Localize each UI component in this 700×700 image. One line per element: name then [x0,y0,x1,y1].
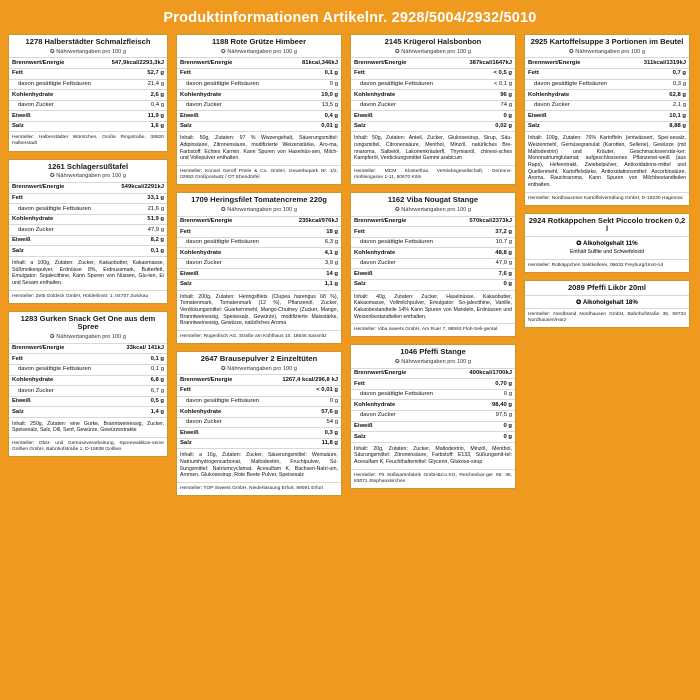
table-row: Kohlenhydrate 2,6 g [9,90,167,101]
ingredients-text: Inhalt: 100g, Zutaten: 76% Kartoffeln (entwässert, Spei-sesalz, Weizenmehl, Gemüsegranulat (Karotten, Sellerie), Gewürze (mit Maltodextrin) und Kräuter, Geschmacksverstär-ker: Mononatriumglutamat; aufgeschlossenes Pflanzenei-weiß (aus Raps), Hefeextrakt, Zwiebelpulver, Antioxidations-mittel und Quellenmehl, Kartoffelstärke, Antioxidationsmittel: Ascorbinsäure, Aroma, Rauchraroma, Kann Spuren von Milchbestandteilen enthalten. [525,131,689,191]
nutrition-table [351,368,515,442]
card-rotkaeppchen-sekt [524,213,690,273]
producer-text: Hersteller: Nordbrand Nordhausen GmbH, Bahnhofstraße 35, 99734 Nordhausen/Harz [525,308,689,327]
card-kartoffelsuppe [524,34,690,206]
nutrition-table [9,182,167,256]
card-title: 2925 Kartoffelsuppe 3 Portionen im Beutel [530,37,684,46]
table-row: davon gesättigte Fettsäuren 21,6 g [9,204,167,215]
table-row: Salz 0,02 g [351,121,515,131]
table-row: Fett 52,7 g [9,68,167,79]
table-row: Fett 0,1 g [9,354,167,365]
card-subtitle: ✪ Nährwertangaben pro 100 g [50,48,126,55]
table-row: Eiweiß 8,2 g [9,235,167,246]
table-row: Salz 1,4 g [9,407,167,417]
table-row: Fett 0,7 g [525,68,689,79]
card-columns [8,34,692,496]
table-row: davon Zucker 13,5 g [177,100,341,111]
table-row: davon gesättigte Fettsäuren 0,1 g [9,364,167,375]
table-row: Kohlenhydrate 96 g [351,90,515,101]
producer-text: Hersteller: Konsel Gerolf Pönle & Co. GmbH, Gewerbepark Nr. 1/2, 02692 Großpostwitz / OT Ebendörfel [177,165,341,184]
producer-text: Hersteller: Halberstädter Würstchen, Große Ringstraße, 38820 Halberstadt [9,131,167,150]
table-row: Kohlenhydrate 98,40 g [351,400,515,411]
table-row: Salz 0 g [351,280,515,290]
table-row: Kohlenhydrate 19,0 g [177,90,341,101]
table-row: davon Zucker 54 g [177,417,341,428]
table-row: davon gesättigte Fettsäuren 10,7 g [351,237,515,248]
table-row: Brennwert/Energie 81kcal,346kJ [177,58,341,69]
card-title: 2145 Krügerol Halsbonbon [384,37,482,46]
card-subtitle: ✪ Nährwertangaben pro 100 g [221,206,297,213]
card-halberstaedter-schmalzfleisch [8,34,168,152]
table-row: Brennwert/Energie 547,9kcal/2293,3kJ [9,58,167,69]
table-row: Kohlenhydrate 6,8 g [9,375,167,386]
table-row: davon gesättigte Fettsäuren 0 g [177,396,341,407]
table-row: Fett 37,2 g [351,227,515,238]
card-subtitle: ✪ Nährwertangaben pro 100 g [50,173,126,180]
table-row: Kohlenhydrate 62,8 g [525,90,689,101]
table-row: Salz 8,88 g [525,121,689,131]
producer-text: Hersteller: Rotkäppchen Sektkellerei, 06632 Freyburg/Unst-rut [525,259,689,272]
allergen-note: Enthält Sulfite und Schwefeloxid [569,249,645,256]
nutrition-table [9,343,167,417]
card-title: 1283 Gurken Snack Get One aus dem Spree [20,313,156,332]
table-row: Salz 0,01 g [177,121,341,131]
table-row: Salz 11,8 g [177,438,341,448]
card-pfeffi-stange [350,344,516,489]
card-rote-gruetze-himbeer [176,34,342,185]
nutrition-table [177,374,341,448]
card-title: 2924 Rotkäppchen Sekt Piccolo trocken 0,2 l [528,215,686,234]
card-kruegerol-halsbonbon [350,34,516,185]
ingredients-text: Inhalt: 50g, Zutaten: Anteil, Zucker, Glukosesirup, Sirup, Säu-rungsmittel, Citronensäure, Menthol, Minzöl, natürliches Bre-nnaroma, Salbeiöl, Lakonenkräuterfl, Thymianöl, chinesi-sches Kampferöl, Verdickungsmittel Gummi arabicum [351,131,515,165]
table-row: Eiweiß 0 g [351,111,515,122]
table-row: Fett < 0,5 g [351,68,515,79]
card-title: 1162 Viba Nougat Stange [387,195,479,205]
table-row: Eiweiß 10,1 g [525,111,689,122]
card-title: 2647 Brausepulver 2 Einzeltüten [200,354,318,363]
producer-text: Hersteller: Pit Süßwarenfabrik GmbH&Co.KG, Reichenbar-ger Str. 36, 83071 Stephanskirchen [351,469,515,488]
table-row: Fett 0,1 g [177,68,341,79]
table-row: Brennwert/Energie 400kcal/1700kJ [351,368,515,379]
card-subtitle: ✪ Nährwertangaben pro 100 g [50,334,126,341]
nutrition-table [351,57,515,131]
table-row: Salz 0 g [351,432,515,442]
table-row: davon Zucker 47,9 g [9,225,167,236]
column-1 [8,34,168,457]
nutrition-table [351,216,515,290]
column-2 [176,34,342,496]
producer-text: Hersteller: MCM Klosterfrau Vertriebsgesellschaft, Gereons-mühlengasse 1-11, 50670 Köln [351,165,515,184]
card-pfeffi-likoer [524,280,690,328]
ingredients-text: Inhalt: 50g, Zutaten: 97 % Wwzengehalt, Säuerungsmittel: Adipinsäure, Zitronensäure, modifizierte Weizenstärke, Aro-ma, Farbstoff: Echtes Karmin. Kann Spuren von Haselnüs-sen, Milch- und Vollepulver enthalten. [177,131,341,165]
producer-text: Hersteller: Obst- und Gemüseverarbeitung, Spreewaldkon-serve Golßen GmbH, Bahnhofstraße 1, D-15938 Golßen [9,437,167,456]
card-schlagersuesstafel [8,159,168,304]
card-title: 1261 Schlagersüßtafel [47,161,129,171]
nutrition-table [177,57,341,131]
card-title: 2089 Pfeffi Likör 20ml [567,282,647,292]
table-row: davon Zucker 6,7 g [9,386,167,397]
table-row: Fett 33,1 g [9,193,167,204]
table-row: Salz 1,6 g [9,121,167,131]
nutrition-table [525,57,689,131]
ingredients-text: Inhalt: 200g, Zutaten: Heringsfilets (Clupea harengus 68 %), Tomatenmark, Tomatenmark (12 %), Pflanzenöl, Zucker, Verdickungsmittel: Guarkernmehl, Mango-Chutney (Zucker, Mango, Branntweinessig, Speisesalz, Gewürze), modifizierte Maisstärke, Branntweinessig, Gewürze, natürliches Aroma [177,290,341,330]
card-subtitle: ✪ Nährwertangaben pro 100 g [395,359,471,366]
table-row: Kohlenhydrate 48,8 g [351,248,515,259]
ingredients-text: Inhalt: 20g, Zutaten: Zucker, Maltodextrin, Minzöl, Menthol, Säurungsmittel: Zitronensäure, Farbstoff: E133, Süßungsmit-tel: Acesulfam K, Feuchthaltemittel: Glycerin, Glukose-sirup [351,442,515,469]
producer-text: Hersteller: Nordhausener Kartoffelveredlung GmbH, D-19230 Hagenow [525,192,689,205]
table-row: Brennwert/Energie 235kcal/976kJ [177,216,341,227]
card-title: 1278 Halberstädter Schmalzfleisch [25,37,151,46]
table-row: Eiweiß 11,9 g [9,111,167,122]
card-subtitle: ✪ Nährwertangaben pro 100 g [395,206,471,213]
producer-text: Hersteller: Zetti Goldeck GmbH, Hölderlinstr. 1, 04707 Zwickau [9,290,167,303]
card-subtitle: ✪ Nährwertangaben pro 100 g [221,48,297,55]
table-row: Eiweiß 0,3 g [177,428,341,439]
table-row: davon gesättigte Fettsäuren 21,4 g [9,79,167,90]
ingredients-text: Inhalt: 250g, Zutaten: eine Gurke, Branntweinessig, Zucker, Speisesalz, Salz, Dill, Senf, Gewürze, Gewürzextrakte [9,417,167,437]
table-row: Fett < 0,01 g [177,385,341,396]
table-row: davon Zucker 47,9 g [351,258,515,269]
card-heringsfilet-tomatencreme [176,192,342,344]
table-row: davon Zucker 3,9 g [177,258,341,269]
card-subtitle: ✪ Nährwertangaben pro 100 g [221,365,297,372]
table-row: Eiweiß 0,5 g [9,396,167,407]
table-row: davon Zucker 2,1 g [525,100,689,111]
table-row: Kohlenhydrate 57,6 g [177,407,341,418]
table-row: Kohlenhydrate 51,9 g [9,214,167,225]
table-row: Brennwert/Energie 570kcal/2373kJ [351,216,515,227]
table-row: Salz 1,1 g [177,280,341,290]
table-row: davon Zucker 0,4 g [9,100,167,111]
table-row: Kohlenhydrate 4,1 g [177,248,341,259]
table-row: davon gesättigte Fettsäuren 6,3 g [177,237,341,248]
table-row: davon gesättigte Fettsäuren 0 g [351,389,515,400]
card-title: 1046 Pfeffi Stange [400,347,466,357]
ingredients-text: Inhalt: a 16g, Zutaten: Zucker, Säuerungsmittel: Weinsäure, Natriumhydrogencarbonat, Maltodextrin, Fruchtpulver, Sü-ßungsmittel: Natriumcyclamat, Acesulfam K, Bachsen-Natri-um, Aromen, Glukosesirup, Rote Beete Pulver, Speisesalz [177,448,341,482]
ingredients-text: Inhalt: 40g, Zutaten: Zucker, Haselnüsse, Kakaobutter, Kakaomasse, Vollmilchpulver, Emulgator: So-jalecithine, Vanille, Kakaobestandteile 14% Kann Spuren von Mandeln, Erdnüssen und Weizenbestandteilen enthalten. [351,290,515,324]
table-row: Eiweiß 0 g [351,421,515,432]
card-subtitle: ✪ Nährwertangaben pro 100 g [395,48,471,55]
producer-text: Hersteller: TOP Sweets GmbH, Niederlassung Erfurt, 99091 Erfurt [177,482,341,495]
page-title: Produktinformationen Artikelnr. 2928/5004/2932/5010 [163,10,537,26]
producer-text: Hersteller: Viba sweets GmbH, Am Ruer 7, 98593 Floh-Seli-gental [351,323,515,336]
table-row: Brennwert/Energie 387kcal/1647kJ [351,58,515,69]
table-row: Eiweiß 14 g [177,269,341,280]
card-brausepulver [176,351,342,496]
producer-text: Hersteller: Rügenfisch AG, Straße am Kühlhaus 10, 18546 Sassnitz [177,330,341,343]
card-title: 1709 Heringsfilet Tomatencreme 220g [191,195,327,205]
nutrition-table [9,57,167,131]
table-row: Fett 18 g [177,227,341,238]
table-row: Eiweiß 0,4 g [177,111,341,122]
alcohol-content: ✪ Alkoholgehalt 18% [525,295,689,308]
table-row: Brennwert/Energie 1267,4 kcal/296,8 kJ [177,375,341,386]
column-4 [524,34,690,328]
card-subtitle: ✪ Nährwertangaben pro 100 g [569,48,645,55]
nutrition-table [177,216,341,290]
ingredients-text: Inhalt: a 100g, Zutaten: Zucker, Kakaobutter, Kakaomasse, Süßmolkenpulver, Erdnüsse 8%, Erdnussmark, Butterfett, Emulgator: Sojalecithine, Kann Spuren von Nüssen, Glu-ten, Ei und Sesam enthalten. [9,256,167,290]
table-row: davon Zucker 97,5 g [351,411,515,422]
table-row: Brennwert/Energie 311kcal/1319kJ [525,58,689,69]
table-row: Eiweiß 7,6 g [351,269,515,280]
table-row: Brennwert/Energie 33kcal/ 141kJ [9,343,167,354]
table-row: Salz 0,1 g [9,246,167,256]
column-3 [350,34,516,489]
alcohol-content: ✪ Alkoholgehalt 11% [525,236,689,249]
card-title: 1188 Rote Grütze Himbeer [211,37,307,46]
card-gurken-snack [8,311,168,458]
table-row: davon gesättigte Fettsäuren 0 g [177,79,341,90]
table-row: davon gesättigte Fettsäuren 0,3 g [525,79,689,90]
table-row: davon gesättigte Fettsäuren < 0,1 g [351,79,515,90]
card-viba-nougat-stange [350,192,516,337]
table-row: Fett 0,70 g [351,379,515,390]
table-row: Brennwert/Energie 549kcal/2291kJ [9,183,167,194]
table-row: davon Zucker 74 g [351,100,515,111]
